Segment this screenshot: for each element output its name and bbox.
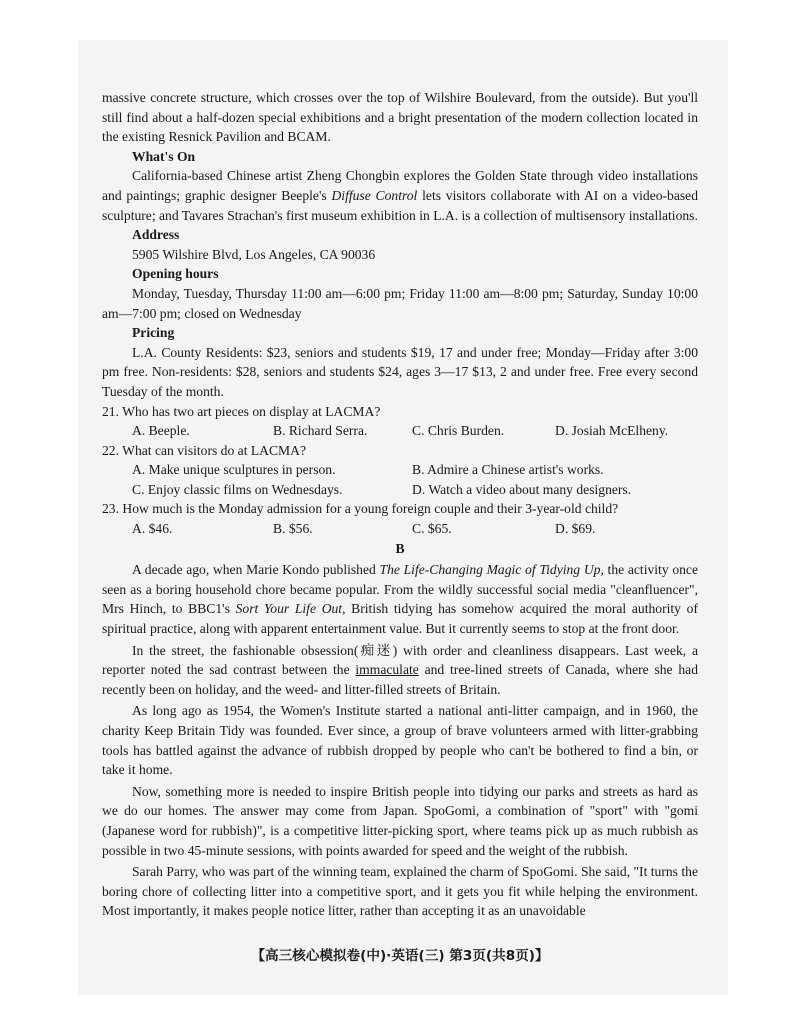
intro-paragraph: massive concrete structure, which crosses over the top of Wilshire Boulevard, from the outside). But you'll still find about a half-dozen special exhibitions and a bright presentation of the modern collection located in the existing Resnick Pavilion and BCAM. bbox=[102, 90, 698, 145]
hours-heading: Opening hours bbox=[132, 266, 219, 282]
question-22-options-row2 bbox=[102, 480, 698, 500]
q21-option-d: D. Josiah McElheny. bbox=[555, 423, 669, 439]
question-22-options-row1 bbox=[102, 460, 698, 480]
show-title: Sort Your Life Out bbox=[235, 601, 343, 617]
q22-option-a: A. Make unique sculptures in person. bbox=[132, 462, 336, 478]
p1-text-c: , British tidying has somehow acquired the moral authority of spiritual practice, along with apparent entertainment value. But it currently seems to stop at the front door. bbox=[102, 601, 698, 637]
diffuse-control-title: Diffuse Control bbox=[331, 187, 418, 203]
pricing-text: L.A. County Residents: $23, seniors and students $19, 17 and under free; Monday—Friday after 3:00 pm free. Non-residents: $28, seniors and students $24, ages 3—17 $13, 2 and under free. Free every second Tuesday of the month. bbox=[102, 344, 698, 399]
q22-option-c: C. Enjoy classic films on Wednesdays. bbox=[132, 481, 343, 497]
book-title: The Life-Changing Magic of Tidying Up bbox=[379, 562, 601, 578]
address-heading: Address bbox=[132, 227, 180, 243]
q21-option-a: A. Beeple. bbox=[132, 423, 190, 439]
question-23-options bbox=[102, 519, 698, 539]
passage-b-paragraph-3: As long ago as 1954, the Women's Institute started a national anti-litter campaign, and in 1960, the charity Keep Britain Tidy was founded. Ever since, a group of brave volunteers armed with litter-grabbing tools has battled against the advance of rubbish dropped by people who can't be bothered to find a bin, or take it home. bbox=[102, 703, 698, 778]
q22-option-d: D. Watch a video about many designers. bbox=[412, 481, 632, 497]
pricing-heading: Pricing bbox=[132, 325, 175, 341]
p1-text-a: A decade ago, when Marie Kondo published bbox=[132, 562, 380, 578]
q23-option-a: A. $46. bbox=[132, 521, 173, 537]
p1-text-b: , the activity once seen as a boring household chore became popular. From the wildly successful social media "cleanfluencer", Mrs Hinch, to BBC1's bbox=[102, 562, 698, 617]
whats-on-text-part1: California-based Chinese artist Zheng Chongbin explores the Golden State through video installations and paintings; graphic designer Beeple's bbox=[102, 168, 698, 203]
p2-text-b: and tree-lined streets of Canada, where she had recently been on holiday, and the weed- and litter-filled streets of Britain. bbox=[102, 662, 698, 697]
underlined-word: immaculate bbox=[355, 662, 419, 678]
q23-option-d: D. $69. bbox=[555, 521, 596, 537]
hours-text: Monday, Tuesday, Thursday 11:00 am—6:00 pm; Friday 11:00 am—8:00 pm; Saturday, Sunday 10:00 am—7:00 pm; closed on Wednesday bbox=[102, 285, 698, 321]
q21-option-c: C. Chris Burden. bbox=[412, 423, 505, 439]
q23-option-c: C. $65. bbox=[412, 521, 452, 537]
passage-b-paragraph-4: Now, something more is needed to inspire British people into tidying our parks and streets as hard as we do our homes. The answer may come from Japan. SpoGomi, a combination of "sport" with "gomi (Japanese word for rubbish)", is a competitive litter-picking sport, where teams pick up as much rubbish as possible in two 45-minute sessions, with points awarded for speed and the weight of the rubbish. bbox=[102, 783, 698, 858]
page-footer: 【高三核心模拟卷(中)·英语(三) 第3页(共8页)】 bbox=[251, 948, 549, 964]
passage-b-paragraph-1 bbox=[102, 560, 698, 638]
document-body bbox=[102, 88, 698, 921]
passage-b-paragraph-5: Sarah Parry, who was part of the winning team, explained the charm of SpoGomi. She said, "It turns the boring chore of collecting litter into a competitive sport, and it gets you fit while helping the environment. Most importantly, it makes people notice litter, rather than accepting it as an unavoidable bbox=[102, 864, 698, 919]
question-21-stem: 21. Who has two art pieces on display at LACMA? bbox=[102, 403, 381, 419]
p2-text-a: In the street, the fashionable obsession(痴迷) with order and cleanliness disappears. Last week, a reporter noted the sad contrast between the bbox=[102, 642, 698, 678]
passage-b-paragraph-2 bbox=[102, 641, 698, 700]
question-22-stem: 22. What can visitors do at LACMA? bbox=[102, 442, 306, 458]
q22-option-b: B. Admire a Chinese artist's works. bbox=[412, 462, 604, 478]
question-23-stem: 23. How much is the Monday admission for a young foreign couple and their 3-year-old child? bbox=[102, 501, 619, 517]
section-b-label: B bbox=[395, 540, 405, 556]
address-text: 5905 Wilshire Blvd, Los Angeles, CA 90036 bbox=[132, 246, 376, 262]
q23-option-b: B. $56. bbox=[273, 521, 313, 537]
whats-on-heading: What's On bbox=[132, 148, 196, 164]
whats-on-text bbox=[102, 166, 698, 225]
q21-option-b: B. Richard Serra. bbox=[273, 423, 368, 439]
question-21-options bbox=[102, 421, 698, 441]
whats-on-text-part2: lets visitors collaborate with AI on a video-based sculpture; and Tavares Strachan's first museum exhibition in L.A. is a collection of multisensory installations. bbox=[102, 187, 698, 223]
